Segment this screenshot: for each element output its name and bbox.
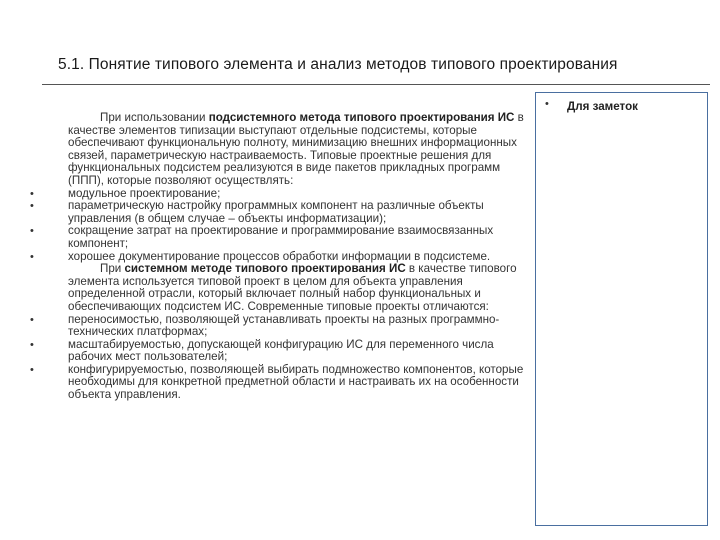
- list-item-text: сокращение затрат на проектирование и программирование взаимосвязанных компонент;: [68, 224, 494, 250]
- bullet-icon: •: [30, 200, 34, 213]
- bullet-icon: •: [30, 250, 34, 263]
- paragraph-body: в качестве типового элемента используется типовой проект в целом для объекта управления определенной отрасли, который включает полный набор функциональных и обеспечивающих подсистем ИС. Современные типовые проекты отличаются:: [68, 262, 517, 313]
- notes-box: [535, 92, 708, 526]
- paragraph-prefix: При: [100, 262, 125, 276]
- list-item: [28, 251, 528, 264]
- bullet-list-subsystem: [28, 188, 528, 264]
- list-item-text: параметрическую настройку программных компонент на различные объекты управления (в общем случае – объекты информатизации);: [68, 199, 484, 225]
- bullet-icon: •: [30, 338, 34, 351]
- list-item: [28, 200, 528, 225]
- term-system-method: системном методе типового проектирования ИС: [124, 262, 406, 276]
- bullet-icon: •: [30, 363, 34, 376]
- notes-bullet-icon: •: [545, 98, 549, 110]
- list-item-text: конфигурируемостью, позволяющей выбирать подмножество компонентов, которые необходимы для конкретной предметной области и настраивать их на особенности объекта управления.: [68, 362, 524, 402]
- bullet-icon: •: [30, 225, 34, 238]
- bullet-icon: •: [30, 313, 34, 326]
- paragraph-system-method: [28, 263, 528, 313]
- paragraph-prefix: При использовании: [100, 111, 209, 124]
- list-item: [28, 225, 528, 250]
- list-item: [28, 314, 528, 339]
- main-text: [28, 112, 528, 402]
- list-item: [28, 339, 528, 364]
- bullet-icon: •: [30, 187, 34, 200]
- paragraph-body: в качестве элементов типизации выступают отдельные подсистемы, которые обеспечивают функциональную полноту, минимизацию внешних информационных связей, параметрическую настраиваемость. Типовые проектные решения для функциональных подсистем реализуются в виде пакетов прикладных программ (ППП), которые позволяют осуществлять:: [68, 111, 524, 187]
- list-item-text: модульное проектирование;: [68, 186, 221, 200]
- bullet-list-system: [28, 314, 528, 402]
- list-item-text: хорошее документирование процессов обработки информации в подсистеме.: [68, 249, 491, 263]
- term-subsystem-method: подсистемного метода типового проектирования ИС: [208, 111, 515, 124]
- title-divider: [42, 84, 710, 85]
- notes-label: Для заметок: [567, 100, 638, 113]
- slide-title: 5.1. Понятие типового элемента и анализ методов типового проектирования: [58, 56, 618, 73]
- paragraph-subsystem-method: [28, 112, 528, 188]
- list-item: [28, 364, 528, 402]
- list-item-text: масштабируемостью, допускающей конфигурацию ИС для переменного числа рабочих мест пользователей;: [68, 337, 494, 364]
- list-item-text: переносимостью, позволяющей устанавливать проекты на разных программно-технических платформах;: [68, 312, 500, 339]
